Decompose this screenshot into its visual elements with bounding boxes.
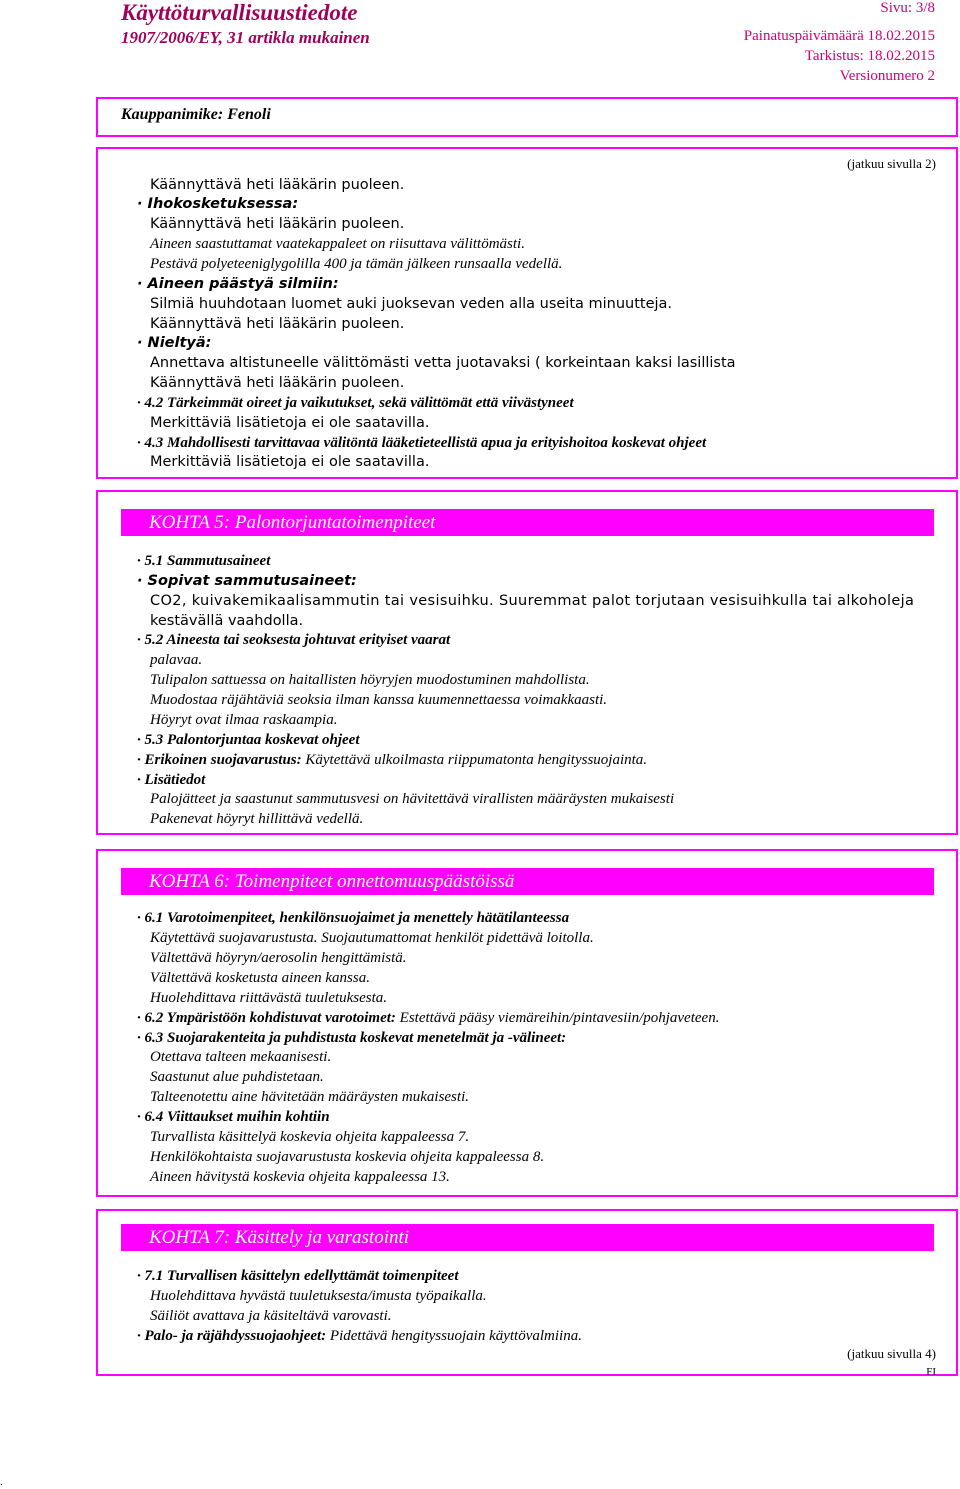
text-line: Tulipalon sattuessa on haitallisten höyryjen muodostuminen mahdollista. — [150, 672, 590, 688]
text-line: Pestävä polyeteeniglygolilla 400 ja tämän jälkeen runsaalla vedellä. — [150, 256, 563, 272]
page-number: Sivu: 3/8 — [880, 0, 935, 16]
text-line: Henkilökohtaista suojavarustusta koskevia ohjeita kappaleessa 8. — [150, 1149, 545, 1165]
text-line: Aineen saastuttamat vaatekappaleet on riisuttava välittömästi. — [150, 236, 525, 252]
subheading: · 5.3 Palontorjuntaa koskevat ohjeet — [137, 732, 360, 748]
text-line: Vältettävä höyryn/aerosolin hengittämistä. — [150, 950, 407, 966]
text-line: Muodostaa räjähtäviä seoksia ilman kanssa kuumennettaessa voimakkaasti. — [150, 692, 608, 708]
text-line: Aineen hävitystä koskevia ohjeita kappaleessa 13. — [150, 1169, 450, 1185]
text-line — [137, 1327, 582, 1345]
inline-label: · Palo- ja räjähdyssuojaohjeet: — [137, 1328, 327, 1344]
subheading: · Nieltyä: — [137, 335, 212, 351]
text-line: Silmiä huuhdotaan luomet auki juoksevan veden alla useita minuutteja. — [150, 296, 673, 312]
text-line: Huolehdittava riittävästä tuuletuksesta. — [150, 990, 388, 1006]
inline-text: Estettävä pääsy viemäreihin/pintavesiin/pohjaveteen. — [395, 1010, 720, 1026]
version-number: Versionumero 2 — [839, 68, 935, 84]
text-line: Pakenevat höyryt hillittävä vedellä. — [150, 811, 364, 827]
section6-heading: KOHTA 6: Toimenpiteet onnettomuuspäästöissä — [121, 868, 934, 895]
subheading: · 7.1 Turvallisen käsittelyn edellyttämät toimenpiteet — [137, 1268, 459, 1284]
text-line: Käännyttävä heti lääkärin puoleen. — [150, 316, 405, 332]
subheading: · 4.3 Mahdollisesti tarvittavaa välitöntä lääketieteellistä apua ja erityishoitoa koskevat ohjeet — [137, 435, 707, 451]
section5-heading: KOHTA 5: Palontorjuntatoimenpiteet — [121, 509, 934, 536]
subheading: · Sopivat sammutusaineet: — [137, 573, 357, 589]
text-line: Käännyttävä heti lääkärin puoleen. — [150, 177, 405, 193]
print-date: Painatuspäivämäärä 18.02.2015 — [743, 28, 935, 44]
subheading: · 5.2 Aineesta tai seoksesta johtuvat erityiset vaarat — [137, 632, 451, 648]
text-line — [137, 751, 647, 769]
regulation-reference: 1907/2006/EY, 31 artikla mukainen — [121, 28, 370, 47]
text-line: Saastunut alue puhdistetaan. — [150, 1069, 324, 1085]
subheading: · Aineen päästyä silmiin: — [137, 276, 339, 292]
text-line: Käännyttävä heti lääkärin puoleen. — [150, 375, 405, 391]
section5-box — [96, 490, 958, 835]
page-mark: . — [0, 1476, 3, 1488]
subheading: · 6.4 Viittaukset muihin kohtiin — [137, 1109, 330, 1125]
inline-text: Käytettävä ulkoilmasta riippumatonta hengityssuojainta. — [301, 752, 648, 768]
text-line: Talteenotettu aine hävitetään määräysten mukaisesti. — [150, 1089, 469, 1105]
text-line: Turvallista käsittelyä koskevia ohjeita kappaleessa 7. — [150, 1129, 470, 1145]
text-line: Annettava altistuneelle välittömästi vetta juotavaksi ( korkeintaan kaksi lasillista — [150, 355, 736, 371]
subheading: · 5.1 Sammutusaineet — [137, 553, 271, 569]
text-line — [137, 1009, 719, 1027]
language-code: FI — [926, 1366, 936, 1378]
text-line: Käännyttävä heti lääkärin puoleen. — [150, 216, 405, 232]
product-name: Kauppanimike: Fenoli — [121, 106, 271, 123]
text-line: palavaa. — [150, 652, 203, 668]
revision-date: Tarkistus: 18.02.2015 — [804, 48, 935, 64]
document-title: Käyttöturvallisuustiedote — [121, 0, 358, 25]
subheading: · Lisätiedot — [137, 772, 206, 788]
continued-from: (jatkuu sivulla 2) — [847, 156, 936, 171]
text-line: Merkittäviä lisätietoja ei ole saatavilla. — [150, 454, 430, 470]
text-line: Vältettävä kosketusta aineen kanssa. — [150, 970, 370, 986]
text-line: Otettava talteen mekaanisesti. — [150, 1049, 332, 1065]
text-line: Huolehdittava hyvästä tuuletuksesta/imusta työpaikalla. — [150, 1288, 487, 1304]
text-line: kestävällä vaahdolla. — [150, 613, 304, 629]
inline-label: · Erikoinen suojavarustus: — [137, 752, 302, 768]
subheading: · 4.2 Tärkeimmät oireet ja vaikutukset, sekä välittömät että viivästyneet — [137, 395, 574, 411]
section7-heading: KOHTA 7: Käsittely ja varastointi — [121, 1224, 934, 1251]
text-line: Höyryt ovat ilmaa raskaampia. — [150, 712, 338, 728]
inline-text: Pidettävä hengityssuojain käyttövalmiina. — [326, 1328, 582, 1344]
text-line: Säiliöt avattava ja käsiteltävä varovasti. — [150, 1308, 392, 1324]
inline-label: · 6.2 Ympäristöön kohdistuvat varotoimet: — [137, 1010, 396, 1026]
text-line: Merkittäviä lisätietoja ei ole saatavilla. — [150, 415, 430, 431]
text-line: Palojätteet ja saastunut sammutusvesi on hävitettävä virallisten määräysten mukaisesti — [150, 791, 675, 807]
text-line: Käytettävä suojavarustusta. Suojautumattomat henkilöt pidettävä loitolla. — [150, 930, 594, 946]
subheading: · 6.3 Suojarakenteita ja puhdistusta koskevat menetelmät ja -välineet: — [137, 1030, 567, 1046]
continued-to: (jatkuu sivulla 4) — [847, 1346, 936, 1361]
subheading: · 6.1 Varotoimenpiteet, henkilönsuojaimet ja menettely hätätilanteessa — [137, 910, 570, 926]
text-line: CO2, kuivakemikaalisammutin tai vesisuihku. Suuremmat palot torjutaan vesisuihkulla tai alkoholeja — [150, 593, 915, 609]
subheading: · Ihokosketuksessa: — [137, 196, 299, 212]
